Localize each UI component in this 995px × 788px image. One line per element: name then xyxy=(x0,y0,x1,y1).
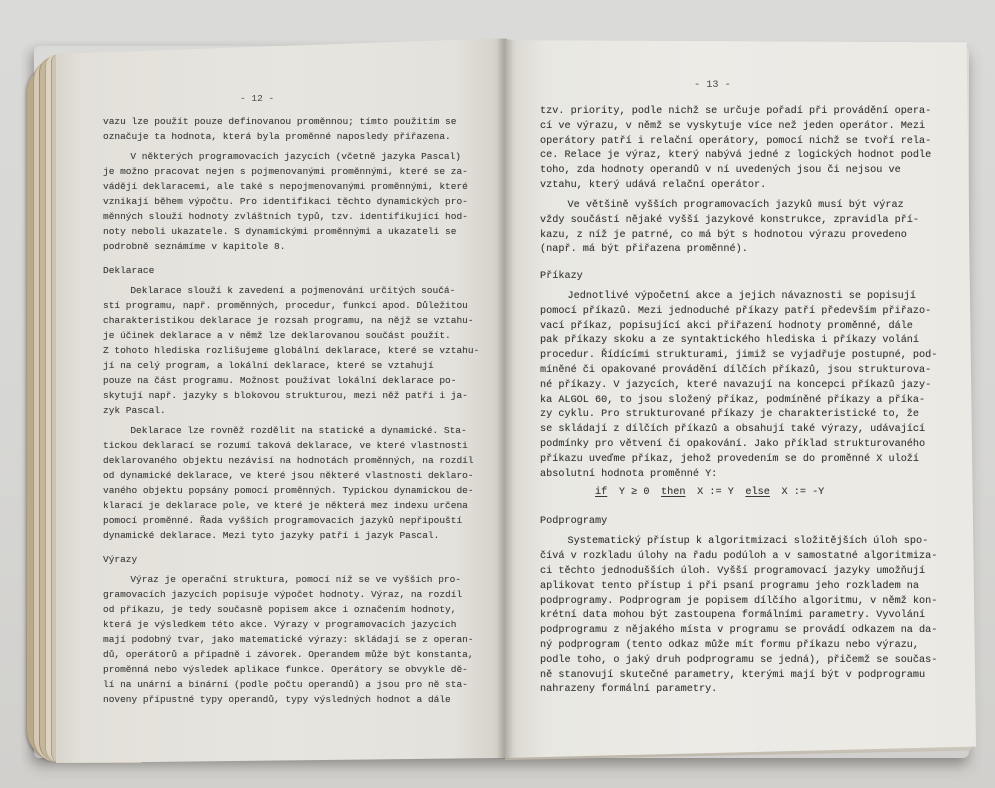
text-line: podle toho, o jaký druh podprogramu se jedná), přičemž se součas- xyxy=(540,654,938,666)
paragraph xyxy=(103,114,479,144)
text-line: ci těchto jednodušších úloh. Vyšší programovací jazyky umožňují xyxy=(540,566,926,578)
text-line: ně stanovují skutečné parametry, kterými mají být v podprogramu xyxy=(540,669,926,681)
paragraph xyxy=(540,105,937,194)
text-line: (např. má být přiřazena proměnné). xyxy=(540,244,748,256)
text-line: čívá v rozkladu úlohy na řadu podúloh a v samostatné algoritmiza- xyxy=(540,551,938,563)
text-line: né příkazy. V jazycích, které navazují na koncepci příkazů jazy- xyxy=(540,379,932,391)
paragraph xyxy=(540,535,937,698)
text-line: pak příkazy skoku a ze syntaktického hlediska i příkazy volání xyxy=(540,335,920,347)
text-line: vaného objektu popsány pomocí proměnných. Typickou dynamickou de- xyxy=(103,485,474,496)
text-line: ce. Relace je výraz, který nabývá jedné z logických hodnot podle xyxy=(540,150,932,162)
text-line: Z tohoto hlediska rozlišujeme globální deklarace, které se vztahu- xyxy=(103,345,480,356)
text-line: noveny přípustné typy operandů, typy výsledných hodnot a dále xyxy=(103,694,451,705)
text-line: procedur. Řídícími strukturami, jimiž se vyjadřuje postupné, pod- xyxy=(540,350,938,362)
text-line: tzv. priority, podle nichž se určuje pořadí při provádění opera- xyxy=(540,106,932,117)
text-line: od příkazu, je tedy současně popisem akce i označením hodnoty, xyxy=(103,604,457,615)
text-line: podmínky pro větvení či opakování. Jako příklad strukturovaného xyxy=(540,438,926,450)
text-line: charakteristikou deklarace je rozsah programu, na nějž se vztahu- xyxy=(103,315,474,326)
text-line: ka ALGOL 60, to jsou složený příkaz, podmíněné příkazy a příka- xyxy=(540,394,926,406)
text-line: proměnná nebo výsledek aplikace funkce. Operátory se obvykle dě- xyxy=(103,664,468,675)
text-line: gramovacích jazycích popisuje výpočet hodnoty. Výraz, na rozdíl xyxy=(103,589,463,600)
section-heading: Výrazy xyxy=(103,554,138,565)
text-line: míněné či opakované provádění dílčích příkazů, jsou strukturova- xyxy=(540,364,932,376)
section-heading: Podprogramy xyxy=(540,516,608,528)
text-line: skytují např. jazyky s blokovou strukturou, mezi něž patří i ja- xyxy=(103,390,468,401)
text-line: lí na unární a binární (podle počtu operandů) a jsou pro ně sta- xyxy=(103,679,468,690)
text-line: operátory patří i relační operátory, pomocí nichž se tvoří rela- xyxy=(540,135,932,147)
text-line: podprogramy. Podprogram je popisem dílčího algoritmu, v němž kon- xyxy=(540,595,938,607)
text-line: kazu, z níž je patrné, co má být s hodnotou výrazu provedeno xyxy=(540,229,907,241)
text-line: toho, zda hodnoty operandů v ní uvedených jsou či nejsou ve xyxy=(540,165,901,177)
text-line: absolutní hodnota proměnné Y: xyxy=(540,468,718,480)
text-line: klarací je deklarace pole, ve které je některá mez indexu určena xyxy=(103,500,468,511)
text-line: je možno pracovat nejen s pojmenovanými proměnnými, které se za- xyxy=(103,166,468,177)
text-line: dů, operátorů a případně i závorek. Operandem může být konstanta, xyxy=(103,649,474,660)
text-line: Ve většině vyšších programovacích jazyků musí být výraz xyxy=(567,199,904,211)
text-line: je účinek deklarace a v němž lze deklarovanou součást použít. xyxy=(103,330,451,341)
text-line: tickou deklarací se rozumí taková deklarace, ve které vlastnosti xyxy=(103,440,468,451)
text-line: pouze na část programu. Možnost používat lokální deklarace po- xyxy=(103,375,457,386)
paragraph xyxy=(103,572,479,707)
text-line: vznikají během výpočtu. Pro identifikaci těchto dynamických pro- xyxy=(103,196,468,207)
code-keyword: if xyxy=(595,487,608,499)
text-line: vždy součástí nějaké vyšší jazykové konstrukce, zpravidla pří- xyxy=(540,214,920,226)
paragraph xyxy=(540,199,937,258)
paragraph xyxy=(103,149,479,254)
text-line: vádějí deklaracemi, ale také s nepojmenovanými proměnnými, které xyxy=(103,181,468,192)
text-line: Deklarace slouží k zavedení a pojmenování určitých součá- xyxy=(130,285,456,296)
right-page-text xyxy=(540,105,937,698)
code-expression: X := Y xyxy=(697,487,734,499)
text-line: dynamické deklarace. Mezi tyto jazyky patří i jazyk Pascal. xyxy=(103,530,440,541)
text-line: ný podprogram (tento odkaz může mít formu příkazu nebo výrazu, xyxy=(540,640,920,652)
text-line: Výraz je operační struktura, pomocí níž se ve vyšších pro- xyxy=(130,574,462,585)
text-line: příkazu uveďme příkaz, jehož provedením se do proměnné X uloží xyxy=(540,453,920,465)
left-page-text xyxy=(103,114,479,707)
text-line: pomocí proměnné. Řada vyšších programovacích jazyků nepřipouští xyxy=(103,515,463,526)
text-line: deklarovaného objektu nezávisí na hodnotách proměnných, na rozdíl xyxy=(103,455,474,466)
paragraph xyxy=(103,283,479,418)
text-line: V některých programovacích jazycích (včetně jazyka Pascal) xyxy=(130,151,462,162)
page-number: - 12 - xyxy=(240,93,275,104)
code-expression: X := -Y xyxy=(781,487,825,499)
text-line: Deklarace lze rovněž rozdělit na statické a dynamické. Sta- xyxy=(130,425,467,436)
text-line: označuje ta hodnota, která byla proměnné naposledy přiřazena. xyxy=(103,131,451,142)
text-line: mají podobný tvar, jako matematické výrazy: skládají se z operan- xyxy=(103,634,474,645)
text-line: pomocí příkazů. Mezi jednoduché příkazy patří především přiřazo- xyxy=(540,305,932,317)
text-line: která je výsledkem této akce. Výrazy v programovacích jazycích xyxy=(103,619,457,630)
text-line: vazu lze použít pouze definovanou proměnnou; tímto použitím se xyxy=(103,116,457,127)
text-line: zyk Pascal. xyxy=(103,405,166,416)
text-line: cí ve výrazu, v němž se vyskytuje více než jeden operátor. Mezi xyxy=(540,120,926,132)
text-line: Systematický přístup k algoritmizaci složitějších úloh spo- xyxy=(567,536,929,548)
text-line: zy cyklu. Pro strukturované příkazy je charakteristické to, že xyxy=(540,409,920,421)
code-keyword: else xyxy=(745,487,770,499)
text-line: aplikovat tento přístup i při psaní programu jeho rozkladem na xyxy=(540,580,920,592)
code-expression: Y ≥ 0 xyxy=(618,487,650,499)
text-line: se skládají z dílčích příkazů a obsahují také výrazy, udávající xyxy=(540,424,926,436)
section-heading: Příkazy xyxy=(540,270,583,282)
paragraph xyxy=(103,423,479,543)
text-line: noty neboli ukazatele. S dynamickými proměnnými a ukazateli se xyxy=(103,226,457,237)
text-line: krétní data mohou být zastoupena formálními parametry. Vyvolání xyxy=(540,610,926,622)
text-line: vací příkaz, popisující akci přiřazení hodnoty proměnné, dále xyxy=(540,320,913,332)
text-line: stí programu, např. proměnných, procedur, funkcí apod. Důležitou xyxy=(103,300,468,311)
page-number: - 13 - xyxy=(694,80,731,91)
text-line: podrobně seznámíme v kapitole 8. xyxy=(103,241,286,252)
code-example xyxy=(540,486,937,501)
text-line: vztahu, který udává relační operátor. xyxy=(540,179,767,191)
text-line: podprogramu z nějakého místa v programu se provádí odkazem na da- xyxy=(540,625,938,637)
text-line: od dynamické deklarace, ve které jsou některé vlastnosti deklaro- xyxy=(103,470,474,481)
paragraph xyxy=(540,290,937,482)
text-line: měnných slouží hodnoty zvláštních typů, tzv. identifikující hod- xyxy=(103,211,468,222)
book-spine xyxy=(497,39,513,759)
text-line: Jednotlivé výpočetní akce a jejich návaznosti se popisují xyxy=(567,290,916,302)
text-line: jí na celý program, a lokální deklarace, které se vztahují xyxy=(103,360,434,371)
section-heading: Deklarace xyxy=(103,265,155,276)
text-line: nahrazeny formální parametry. xyxy=(540,684,718,696)
code-keyword: then xyxy=(661,487,686,499)
